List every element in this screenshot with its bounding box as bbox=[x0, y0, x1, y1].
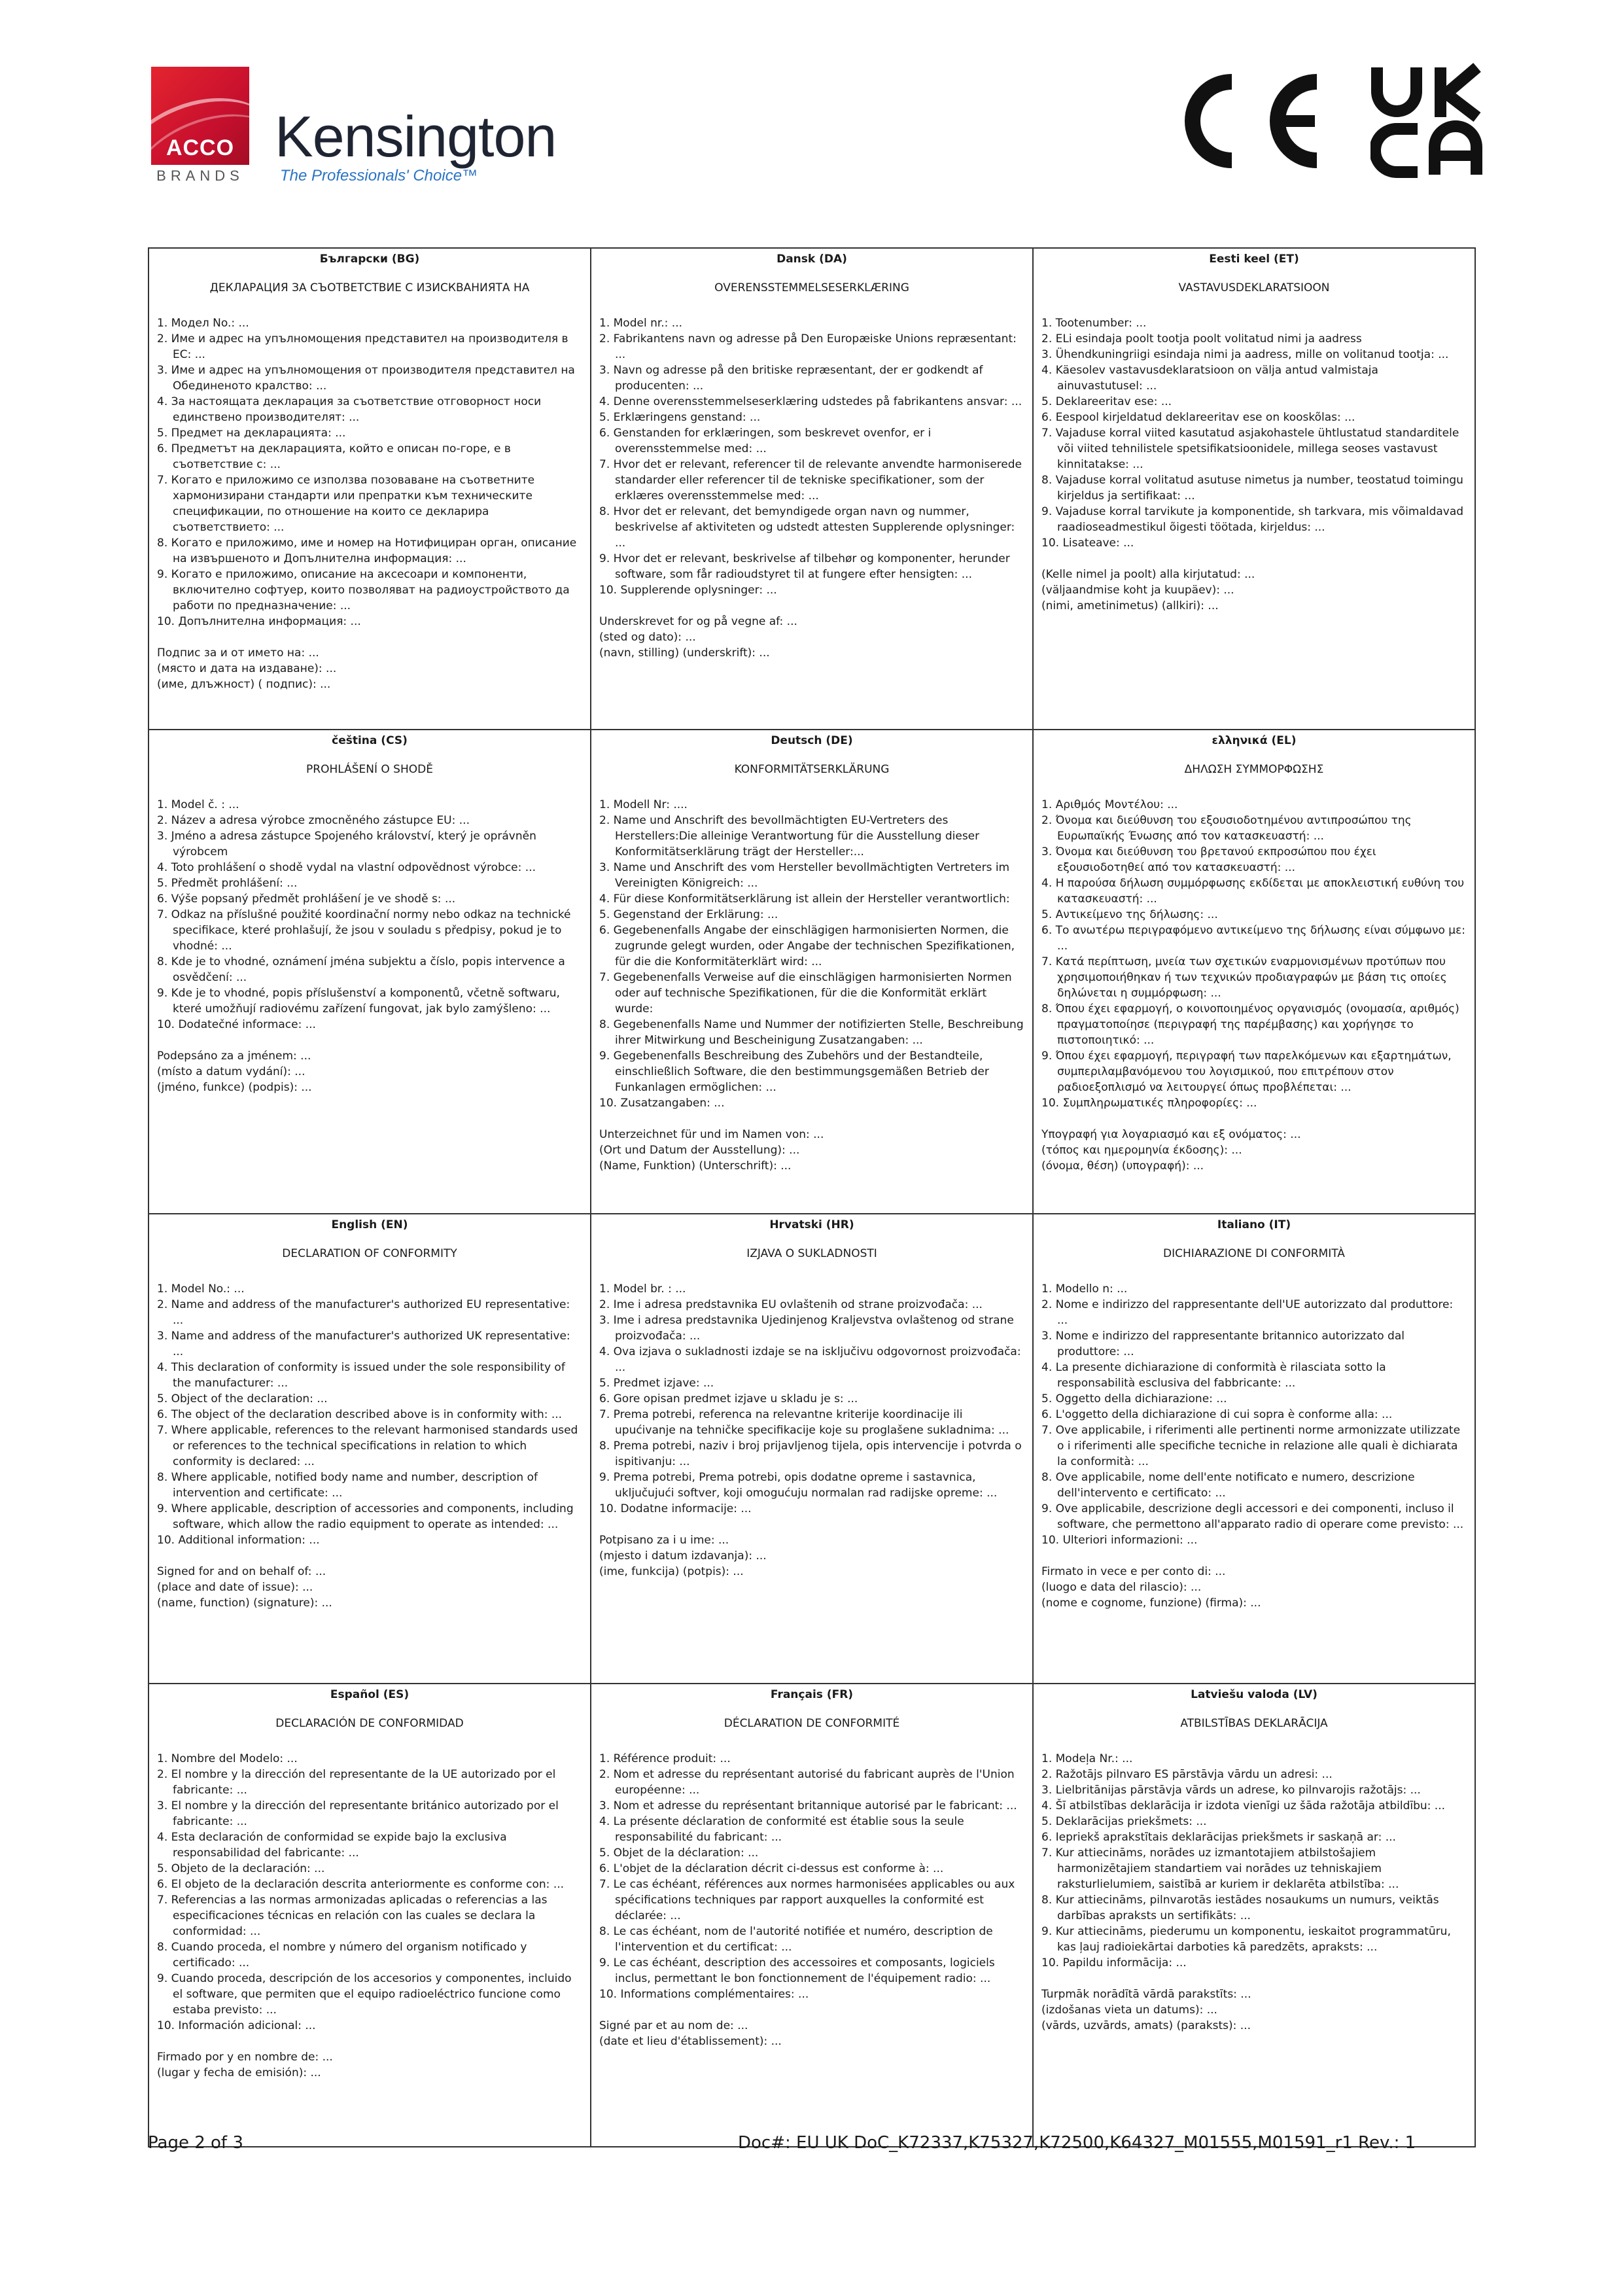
list-item: 9. Kde je to vhodné, popis příslušenství a komponentů, včetně softwaru, které umožňují radiovému zařízení fungovat, jak bylo zamýšleno: ... bbox=[157, 987, 560, 1016]
declaration-table bbox=[148, 247, 1476, 2147]
declaration-items bbox=[599, 797, 1024, 1111]
signature-block bbox=[157, 2049, 582, 2081]
declaration-heading: OVERENSSTEMMELSESERKLÆRING bbox=[714, 281, 909, 294]
list-item: 4. За настоящата декларация за съответствие отговорност носи единствено производителят: ... bbox=[157, 395, 542, 424]
language-title: Español (ES) bbox=[330, 1688, 410, 1701]
language-title: Dansk (DA) bbox=[777, 253, 847, 266]
brands-logo-text: BRANDS bbox=[156, 168, 244, 184]
table-row bbox=[148, 1684, 1475, 2147]
list-item: 4. Esta declaración de conformidad se expide bajo la exclusiva responsabilidad del fabricante: ... bbox=[157, 1831, 507, 1860]
list-item: 6. El objeto de la declaración descrita anteriormente es conforme con: ... bbox=[157, 1878, 565, 1891]
list-item: 2. Ime i adresa predstavnika EU ovlaštenih od strane proizvođača: ... bbox=[599, 1298, 983, 1311]
list-item: 4. Denne overensstemmelseserklæring udstedes på fabrikantens ansvar: ... bbox=[599, 395, 1022, 408]
declaration-items bbox=[157, 315, 582, 629]
list-item: 9. Where applicable, description of accessories and components, including software, which allow the radio equipment to operate as intended: ... bbox=[157, 1502, 574, 1531]
list-item: 9. Gegebenenfalls Beschreibung des Zubehörs und der Bestandteile, einschließlich Software, die den bestimmungsgemäßen Betrieb der Funkanlagen ermöglichen: ... bbox=[599, 1050, 989, 1094]
list-item: 1. Model nr.: ... bbox=[599, 317, 683, 330]
list-item: 5. Αντικείμενο της δήλωσης: ... bbox=[1041, 908, 1218, 921]
list-item: 8. Vajaduse korral volitatud asutuse nimetus ja number, teostatud toimingu kirjeldus ja sertifikaat: ... bbox=[1041, 474, 1463, 503]
list-item: 6. Gore opisan predmet izjave u skladu je s: ... bbox=[599, 1392, 858, 1405]
list-item: 6. Výše popsaný předmět prohlášení je ve shodě s: ... bbox=[157, 892, 456, 906]
list-item: 10. Papildu informācija: ... bbox=[1041, 1956, 1187, 1969]
list-item: 2. Name and address of the manufacturer's authorized EU representative: ... bbox=[157, 1298, 570, 1327]
table-row bbox=[148, 730, 1475, 1214]
acco-logo-text: ACCO bbox=[166, 135, 235, 160]
signature-line: (sted og dato): ... bbox=[599, 631, 696, 644]
language-title: Eesti keel (ET) bbox=[1209, 253, 1299, 266]
language-cell bbox=[1033, 730, 1475, 1214]
language-cell bbox=[591, 248, 1033, 730]
signature-line: (όνομα, θέση) (υπογραφή): ... bbox=[1041, 1159, 1204, 1173]
list-item: 4. Η παρούσα δήλωση συμμόρφωσης εκδίδεται με αποκλειστική ευθύνη του κατασκευαστή: ... bbox=[1041, 877, 1465, 906]
list-item: 8. Ove applicabile, nome dell'ente notificato e numero, descrizione dell'intervento e certificato: ... bbox=[1041, 1471, 1415, 1500]
list-item: 5. Deklareeritav ese: ... bbox=[1041, 395, 1172, 408]
declaration-items bbox=[599, 1751, 1024, 2002]
list-item: 3. Ühendkuningriigi esindaja nimi ja aadress, mille on volitanud tootja: ... bbox=[1041, 348, 1449, 361]
list-item: 4. Ova izjava o sukladnosti izdaje se na isključivu odgovornost proizvođača: ... bbox=[599, 1345, 1021, 1374]
declaration-heading: VASTAVUSDEKLARATSIOON bbox=[1178, 281, 1330, 294]
list-item: 3. Name and address of the manufacturer's authorized UK representative: ... bbox=[157, 1330, 570, 1358]
list-item: 7. Hvor det er relevant, referencer til de relevante anvendte harmoniserede standarder eller referencer til de tekniske specifikationer, som der erklæres overensstemmelse med: ... bbox=[599, 458, 1022, 503]
list-item: 2. ELi esindaja poolt tootja poolt volitatud nimi ja aadress bbox=[1041, 332, 1362, 345]
signature-line: (Kelle nimel ja poolt) alla kirjutatud: ... bbox=[1041, 568, 1255, 581]
document-number: Doc#: EU UK DoC_K72337,K75327,K72500,K64327_M01555,M01591_r1 Rev.: 1 bbox=[738, 2133, 1416, 2153]
signature-line: (izdošanas vieta un datums): ... bbox=[1041, 2004, 1217, 2017]
signature-line: Подпис за и от името на: ... bbox=[157, 646, 319, 660]
list-item: 7. Κατά περίπτωση, μνεία των σχετικών εναρμονισμένων προτύπων που χρησιμοποιήθηκαν ή των τεχνικών προδιαγραφών με βάση τις οποίες δηλώνεται η συμμόρφωση: ... bbox=[1041, 955, 1447, 1000]
signature-line: Underskrevet for og på vegne af: ... bbox=[599, 615, 797, 628]
language-title: Hrvatski (HR) bbox=[769, 1218, 854, 1231]
signature-block bbox=[599, 614, 1024, 661]
list-item: 1. Modeļa Nr.: ... bbox=[1041, 1752, 1133, 1765]
signature-block bbox=[599, 1127, 1024, 1174]
list-item: 6. Iepriekš aprakstītais deklarācijas priekšmets ir saskaņā ar: ... bbox=[1041, 1831, 1396, 1844]
list-item: 7. Prema potrebi, referenca na relevantne kriterije koordinacije ili upućivanje na tehničke specifikacije koje su proglašene sukladnima: ... bbox=[599, 1408, 1009, 1437]
signature-line: (místo a datum vydání): ... bbox=[157, 1065, 305, 1078]
list-item: 3. Име и адрес на упълномощения от производителя представител на Обединеното кралство: ... bbox=[157, 364, 575, 393]
list-item: 6. L'oggetto della dichiarazione di cui sopra è conforme alla: ... bbox=[1041, 1408, 1393, 1421]
language-cell bbox=[148, 1214, 591, 1684]
list-item: 3. Όνομα και διεύθυνση του βρετανού εκπροσώπου που έχει εξουσιοδοτηθεί από τον κατασκευαστή: ... bbox=[1041, 845, 1376, 874]
list-item: 2. Nome e indirizzo del rappresentante dell'UE autorizzato dal produttore: ... bbox=[1041, 1298, 1454, 1327]
declaration-items bbox=[1041, 1751, 1467, 1971]
list-item: 7. Gegebenenfalls Verweise auf die einschlägigen harmonisierten Normen oder auf technische Spezifikationen, für die die Konformität erklärt wurde: bbox=[599, 971, 1012, 1016]
signature-line: Unterzeichnet für und im Namen von: ... bbox=[599, 1128, 824, 1141]
declaration-items bbox=[157, 1281, 582, 1548]
list-item: 5. Deklarācijas priekšmets: ... bbox=[1041, 1815, 1207, 1828]
list-item: 6. The object of the declaration described above is in conformity with: ... bbox=[157, 1408, 563, 1421]
list-item: 4. Šī atbilstības deklarācija ir izdota vienīgi uz šāda ražotāja atbildību: ... bbox=[1041, 1799, 1446, 1812]
list-item: 6. Το ανωτέρω περιγραφόμενο αντικείμενο της δήλωσης είναι σύμφωνο με: ... bbox=[1041, 924, 1466, 953]
list-item: 2. Fabrikantens navn og adresse på Den Europæiske Unions repræsentant: ... bbox=[599, 332, 1017, 361]
signature-line: (luogo e data del rilascio): ... bbox=[1041, 1581, 1202, 1594]
signature-line: (date et lieu d'établissement): ... bbox=[599, 2035, 782, 2048]
language-cell bbox=[591, 1214, 1033, 1684]
list-item: 1. Référence produit: ... bbox=[599, 1752, 731, 1765]
list-item: 3. Navn og adresse på den britiske repræsentant, der er godkendt af producenten: ... bbox=[599, 364, 983, 393]
list-item: 6. L'objet de la déclaration décrit ci-dessus est conforme à: ... bbox=[599, 1862, 944, 1875]
declaration-items bbox=[599, 315, 1024, 598]
list-item: 6. Genstanden for erklæringen, som beskrevet ovenfor, er i overensstemmelse med: ... bbox=[599, 427, 932, 455]
list-item: 5. Objet de la déclaration: ... bbox=[599, 1846, 759, 1860]
declaration-items bbox=[1041, 797, 1467, 1111]
list-item: 9. Prema potrebi, Prema potrebi, opis dodatne opreme i sastavnica, uključujući softver, koji omogućuju normalan rad radijske opreme: ... bbox=[599, 1471, 998, 1500]
list-item: 5. Oggetto della dichiarazione: ... bbox=[1041, 1392, 1227, 1405]
signature-line: (lugar y fecha de emisión): ... bbox=[157, 2066, 321, 2079]
list-item: 2. Име и адрес на упълномощения представител на производителя в ЕС: ... bbox=[157, 332, 568, 361]
list-item: 1. Modello n: ... bbox=[1041, 1282, 1128, 1296]
list-item: 1. Αριθμός Μοντέλου: ... bbox=[1041, 798, 1178, 811]
list-item: 8. Когато е приложимо, име и номер на Нотифициран орган, описание на извършеното и Допълнителна информация: ... bbox=[157, 537, 577, 565]
list-item: 10. Información adicional: ... bbox=[157, 2019, 316, 2032]
language-title: Français (FR) bbox=[770, 1688, 854, 1701]
list-item: 2. Όνομα και διεύθυνση του εξουσιοδοτημένου αντιπροσώπου της Ευρωπαϊκής Ένωσης από τον κατασκευαστή: ... bbox=[1041, 814, 1412, 843]
list-item: 9. Cuando proceda, descripción de los accesorios y componentes, incluido el software, que permiten que el equipo radioeléctrico funcione como estaba previsto: ... bbox=[157, 1972, 572, 2017]
language-title: ελληνικά (EL) bbox=[1212, 734, 1297, 747]
language-cell bbox=[591, 1684, 1033, 2147]
list-item: 5. Predmet izjave: ... bbox=[599, 1377, 714, 1390]
language-title: Български (BG) bbox=[319, 253, 420, 266]
list-item: 7. Where applicable, references to the relevant harmonised standards used or references to the technical specifications in relation to which conformity is declared: ... bbox=[157, 1424, 578, 1468]
signature-line: Podepsáno za a jménem: ... bbox=[157, 1050, 311, 1063]
list-item: 3. Nome e indirizzo del rappresentante britannico autorizzato dal produttore: ... bbox=[1041, 1330, 1405, 1358]
list-item: 4. This declaration of conformity is issued under the sole responsibility of the manufacturer: ... bbox=[157, 1361, 565, 1390]
list-item: 10. Dodatečné informace: ... bbox=[157, 1018, 316, 1031]
list-item: 5. Предмет на декларацията: ... bbox=[157, 427, 346, 440]
list-item: 1. Model br. : ... bbox=[599, 1282, 686, 1296]
declaration-heading: ДЕКЛАРАЦИЯ ЗА СЪОТВЕТСТВИЕ С ИЗИСКВАНИЯТА НА bbox=[209, 281, 530, 294]
list-item: 3. Nom et adresse du représentant britannique autorisé par le fabricant: ... bbox=[599, 1799, 1017, 1812]
language-title: Latviešu valoda (LV) bbox=[1191, 1688, 1318, 1701]
signature-line: Signed for and on behalf of: ... bbox=[157, 1565, 326, 1578]
list-item: 1. Model No.: ... bbox=[157, 1282, 245, 1296]
list-item: 10. Informations complémentaires: ... bbox=[599, 1988, 809, 2001]
list-item: 5. Erklæringens genstand: ... bbox=[599, 411, 761, 424]
signature-line: Firmato in vece e per conto di: ... bbox=[1041, 1565, 1226, 1578]
declaration-heading: PROHLÁŠENÍ O SHODĚ bbox=[306, 763, 433, 776]
signature-line: (τόπος και ημερομηνία έκδοσης): ... bbox=[1041, 1144, 1242, 1157]
list-item: 6. Eespool kirjeldatud deklareeritav ese on kooskõlas: ... bbox=[1041, 411, 1355, 424]
list-item: 8. Where applicable, notified body name and number, description of intervention and certificate: ... bbox=[157, 1471, 538, 1500]
declaration-heading: DÉCLARATION DE CONFORMITÉ bbox=[724, 1717, 900, 1730]
signature-block bbox=[599, 1532, 1024, 1580]
language-cell bbox=[148, 730, 591, 1214]
list-item: 4. La présente déclaration de conformité est établie sous la seule responsabilité du fabricant: ... bbox=[599, 1815, 964, 1844]
page-number: Page 2 of 3 bbox=[148, 2133, 243, 2153]
list-item: 7. Vajaduse korral viited kasutatud asjakohastele ühtlustatud standarditele või viited tehnilistele spetsifikatsioonidele, millega seoses vastavust kinnitatakse: ... bbox=[1041, 427, 1459, 471]
signature-block bbox=[599, 2018, 1024, 2049]
ukca-mark-icon bbox=[1370, 62, 1485, 180]
declaration-heading: DECLARACIÓN DE CONFORMIDAD bbox=[275, 1717, 464, 1730]
list-item: 10. Zusatzangaben: ... bbox=[599, 1097, 725, 1110]
list-item: 10. Dodatne informacije: ... bbox=[599, 1502, 752, 1515]
list-item: 1. Modell Nr: .... bbox=[599, 798, 688, 811]
signature-line: Signé par et au nom de: ... bbox=[599, 2019, 748, 2032]
list-item: 9. Kur attiecināms, piederumu un komponentu, ieskaitot programmatūru, kas ļauj radioiekārtai darboties kā paredzēts, apraksts: ... bbox=[1041, 1925, 1451, 1954]
language-cell bbox=[1033, 1684, 1475, 2147]
declaration-heading: ΔΗΛΩΣΗ ΣΥΜΜΟΡΦΩΣΗΣ bbox=[1184, 763, 1324, 776]
list-item: 8. Le cas échéant, nom de l'autorité notifiée et numéro, description de l'intervention et du certificat: ... bbox=[599, 1925, 993, 1954]
signature-line: Υπογραφή για λογαριασμό και εξ ονόματος: ... bbox=[1041, 1128, 1301, 1141]
list-item: 9. Hvor det er relevant, beskrivelse af tilbehør og komponenter, herunder software, som får radioudstyret til at fungere efter hensigten: ... bbox=[599, 552, 1010, 581]
list-item: 9. Όπου έχει εφαρμογή, περιγραφή των παρελκόμενων και εξαρτημάτων, συμπεριλαμβανόμενου του λογισμικού, που επιτρέπουν στον ραδιοεξοπλισμό να λειτουργεί όπως προβλέπεται: ... bbox=[1041, 1050, 1452, 1094]
list-item: 2. Název a adresa výrobce zmocněného zástupce EU: ... bbox=[157, 814, 470, 827]
signature-line: Potpisano za i u ime: ... bbox=[599, 1534, 729, 1547]
list-item: 9. Le cas échéant, description des accessoires et composants, logiciels inclus, permettant le bon fonctionnement de l'équipement radio: ... bbox=[599, 1956, 995, 1985]
language-title: čeština (CS) bbox=[332, 734, 408, 747]
list-item: 7. Referencias a las normas armonizadas aplicadas o referencias a las especificaciones técnicas en relación con las cuales se declara la conformidad: ... bbox=[157, 1894, 548, 1938]
declaration-items bbox=[599, 1281, 1024, 1517]
list-item: 4. Käesolev vastavusdeklaratsioon on välja antud valmistaja ainuvastutusel: ... bbox=[1041, 364, 1378, 393]
declaration-heading: KONFORMITÄTSERKLÄRUNG bbox=[734, 763, 890, 776]
declaration-heading: IZJAVA O SUKLADNOSTI bbox=[746, 1247, 877, 1260]
signature-line: Turpmāk norādītā vārdā parakstīts: ... bbox=[1041, 1988, 1251, 2001]
language-title: Deutsch (DE) bbox=[771, 734, 853, 747]
signature-line: (Name, Funktion) (Unterschrift): ... bbox=[599, 1159, 792, 1173]
declaration-items bbox=[1041, 315, 1467, 551]
list-item: 1. Model č. : ... bbox=[157, 798, 239, 811]
list-item: 1. Tootenumber: ... bbox=[1041, 317, 1147, 330]
list-item: 2. El nombre y la dirección del representante de la UE autorizado por el fabricante: ... bbox=[157, 1768, 556, 1797]
signature-line: (jméno, funkce) (podpis): ... bbox=[157, 1081, 312, 1094]
list-item: 8. Gegebenenfalls Name und Nummer der notifizierten Stelle, Beschreibung ihrer Mitwirkung und Bescheinigung Zusatzangaben: ... bbox=[599, 1018, 1024, 1047]
acco-logo-badge bbox=[151, 67, 249, 165]
list-item: 8. Prema potrebi, naziv i broj prijavljenog tijela, opis intervencije i potvrda o ispitivanju: ... bbox=[599, 1439, 1022, 1468]
list-item: 10. Допълнителна информация: ... bbox=[157, 615, 361, 628]
signature-line: (place and date of issue): ... bbox=[157, 1581, 313, 1594]
list-item: 3. Ime i adresa predstavnika Ujedinjenog Kraljevstva ovlaštenog od strane proizvođača: ... bbox=[599, 1314, 1014, 1343]
language-cell bbox=[148, 1684, 591, 2147]
list-item: 10. Supplerende oplysninger: ... bbox=[599, 584, 777, 597]
list-item: 7. Kur attiecināms, norādes uz izmantotajiem atbilstošajiem harmonizētajiem standartiem vai norādes uz tehniskajiem raksturlielumiem, saistībā ar kuriem ir deklarēta atbilstība: ... bbox=[1041, 1846, 1399, 1891]
language-cell bbox=[591, 730, 1033, 1214]
list-item: 2. Name und Anschrift des bevollmächtigten EU-Vertreters des Herstellers:Die alleinige Verantwortung für die Ausstellung dieser Konformitätserklärung trägt der Hersteller:... bbox=[599, 814, 980, 858]
declaration-heading: DICHIARAZIONE DI CONFORMITÀ bbox=[1163, 1247, 1345, 1260]
list-item: 3. Lielbritānijas pārstāvja vārds un adrese, ko pilnvarojis ražotājs: ... bbox=[1041, 1784, 1421, 1797]
signature-block bbox=[157, 645, 582, 692]
list-item: 4. Für diese Konformitätserklärung ist allein der Hersteller verantwortlich: bbox=[599, 892, 1010, 906]
signature-line: (navn, stilling) (underskrift): ... bbox=[599, 646, 770, 660]
signature-block bbox=[157, 1048, 582, 1095]
signature-line: (mjesto i datum izdavanja): ... bbox=[599, 1549, 767, 1563]
signature-line: (име, длъжност) ( подпис): ... bbox=[157, 678, 331, 691]
signature-block bbox=[157, 1564, 582, 1611]
language-title: English (EN) bbox=[331, 1218, 408, 1231]
list-item: 10. Additional information: ... bbox=[157, 1534, 320, 1547]
declaration-items bbox=[1041, 1281, 1467, 1548]
declaration-heading: ATBILSTĪBAS DEKLARĀCIJA bbox=[1180, 1717, 1328, 1730]
list-item: 8. Kde je to vhodné, oznámení jména subjektu a číslo, popis intervence a osvědčení: ... bbox=[157, 955, 565, 984]
signature-line: (vārds, uzvārds, amats) (paraksts): ... bbox=[1041, 2019, 1251, 2032]
list-item: 10. Lisateave: ... bbox=[1041, 537, 1134, 550]
signature-line: (място и дата на издаване): ... bbox=[157, 662, 337, 675]
ce-mark-icon bbox=[1181, 69, 1331, 173]
language-cell bbox=[148, 248, 591, 730]
list-item: 7. Odkaz na příslušné použité koordinační normy nebo odkaz na technické specifikace, které prohlašují, že jsou v souladu s předpisy, pokud je to vhodné: ... bbox=[157, 908, 571, 953]
list-item: 9. Vajaduse korral tarvikute ja komponentide, sh tarkvara, mis võimaldavad raadioseadmestikul õigesti töötada, kirjeldus: ... bbox=[1041, 505, 1464, 534]
table-row bbox=[148, 248, 1475, 730]
list-item: 2. Ražotājs pilnvaro ES pārstāvja vārdu un adresi: ... bbox=[1041, 1768, 1333, 1781]
signature-line: (väljaandmise koht ja kuupäev): ... bbox=[1041, 584, 1234, 597]
list-item: 4. La presente dichiarazione di conformità è rilasciata sotto la responsabilità esclusiva del fabbricante: ... bbox=[1041, 1361, 1386, 1390]
list-item: 9. Ove applicabile, descrizione degli accessori e dei componenti, incluso il software, che permettono all'apparato radio di operare come previsto: ... bbox=[1041, 1502, 1464, 1531]
list-item: 7. Le cas échéant, références aux normes harmonisées applicables ou aux spécifications techniques par rapport auxquelles la conformité est déclarée: ... bbox=[599, 1878, 1015, 1922]
kensington-tagline: The Professionals' Choice™ bbox=[280, 167, 478, 185]
list-item: 8. Hvor det er relevant, det bemyndigede organ navn og nummer, beskrivelse af aktiviteten og udstedt attesten Supplerende oplysninger: ... bbox=[599, 505, 1015, 550]
signature-line: (Ort und Datum der Ausstellung): ... bbox=[599, 1144, 800, 1157]
signature-line: Firmado por y en nombre de: ... bbox=[157, 2051, 333, 2064]
table-row bbox=[148, 1214, 1475, 1684]
signature-line: (ime, funkcija) (potpis): ... bbox=[599, 1565, 744, 1578]
list-item: 1. Nombre del Modelo: ... bbox=[157, 1752, 298, 1765]
list-item: 8. Cuando proceda, el nombre y número del organism notificado y certificado: ... bbox=[157, 1941, 527, 1969]
acco-brands-logo bbox=[151, 67, 249, 187]
list-item: 2. Nom et adresse du représentant autorisé du fabricant auprès de l'Union européenne: ... bbox=[599, 1768, 1015, 1797]
list-item: 7. Ove applicabile, i riferimenti alle pertinenti norme armonizzate utilizzate o i riferimenti alle specifiche tecniche in relazione alle quali è dichiarata la conformità: ... bbox=[1041, 1424, 1461, 1468]
list-item: 3. Name und Anschrift des vom Hersteller bevollmächtigten Vertreters im Vereinigten Königreich: ... bbox=[599, 861, 1010, 890]
list-item: 5. Gegenstand der Erklärung: ... bbox=[599, 908, 778, 921]
list-item: 6. Предметът на декларацията, който е описан по-горе, е в съответствие с: ... bbox=[157, 442, 511, 471]
kensington-wordmark: Kensington bbox=[275, 104, 557, 169]
signature-block bbox=[1041, 1127, 1467, 1174]
list-item: 8. Όπου έχει εφαρμογή, ο κοινοποιημένος οργανισμός (ονομασία, αριθμός) πραγματοποίησε (περιγραφή της παρέμβασης) και χορήγησε το πιστοποιητικό: ... bbox=[1041, 1002, 1459, 1047]
list-item: 10. Ulteriori informazioni: ... bbox=[1041, 1534, 1198, 1547]
signature-line: (nome e cognome, funzione) (firma): ... bbox=[1041, 1597, 1261, 1610]
list-item: 5. Object of the declaration: ... bbox=[157, 1392, 328, 1405]
list-item: 5. Objeto de la declaración: ... bbox=[157, 1862, 325, 1875]
signature-block bbox=[1041, 1564, 1467, 1611]
list-item: 5. Předmět prohlášení: ... bbox=[157, 877, 298, 890]
signature-line: (name, function) (signature): ... bbox=[157, 1597, 332, 1610]
list-item: 9. Когато е приложимо, описание на аксесоари и компоненти, включително софтуер, които позволяват на радиоустройството да работи по предназначение: ... bbox=[157, 568, 570, 612]
list-item: 8. Kur attiecināms, pilnvarotās iestādes nosaukums un numurs, veiktās darbības apraksts un sertifikāts: ... bbox=[1041, 1894, 1439, 1922]
list-item: 3. Jméno a adresa zástupce Spojeného království, který je oprávněn výrobcem bbox=[157, 830, 536, 858]
declaration-items bbox=[157, 797, 582, 1033]
list-item: 4. Toto prohlášení o shodě vydal na vlastní odpovědnost výrobce: ... bbox=[157, 861, 536, 874]
list-item: 3. El nombre y la dirección del representante británico autorizado por el fabricante: ... bbox=[157, 1799, 559, 1828]
signature-block bbox=[1041, 567, 1467, 614]
language-cell bbox=[1033, 248, 1475, 730]
declaration-items bbox=[157, 1751, 582, 2034]
list-item: 10. Συμπληρωματικές πληροφορίες: ... bbox=[1041, 1097, 1257, 1110]
list-item: 6. Gegebenenfalls Angabe der einschlägigen harmonisierten Normen, die zugrunde gelegt wurden, oder Angabe der technischen Spezifikationen, für die die Konformitäterklärt wird: ... bbox=[599, 924, 1015, 968]
signature-block bbox=[1041, 1987, 1467, 2034]
language-title: Italiano (IT) bbox=[1217, 1218, 1291, 1231]
list-item: 7. Когато е приложимо се използва позоваване на съответните хармонизирани стандарти или препратки към техническите спецификации, по отношение на които се декларира съответствието: ... bbox=[157, 474, 535, 534]
declaration-heading: DECLARATION OF CONFORMITY bbox=[282, 1247, 457, 1260]
language-cell bbox=[1033, 1214, 1475, 1684]
signature-line: (nimi, ametinimetus) (allkiri): ... bbox=[1041, 599, 1219, 612]
list-item: 1. Модел No.: ... bbox=[157, 317, 249, 330]
